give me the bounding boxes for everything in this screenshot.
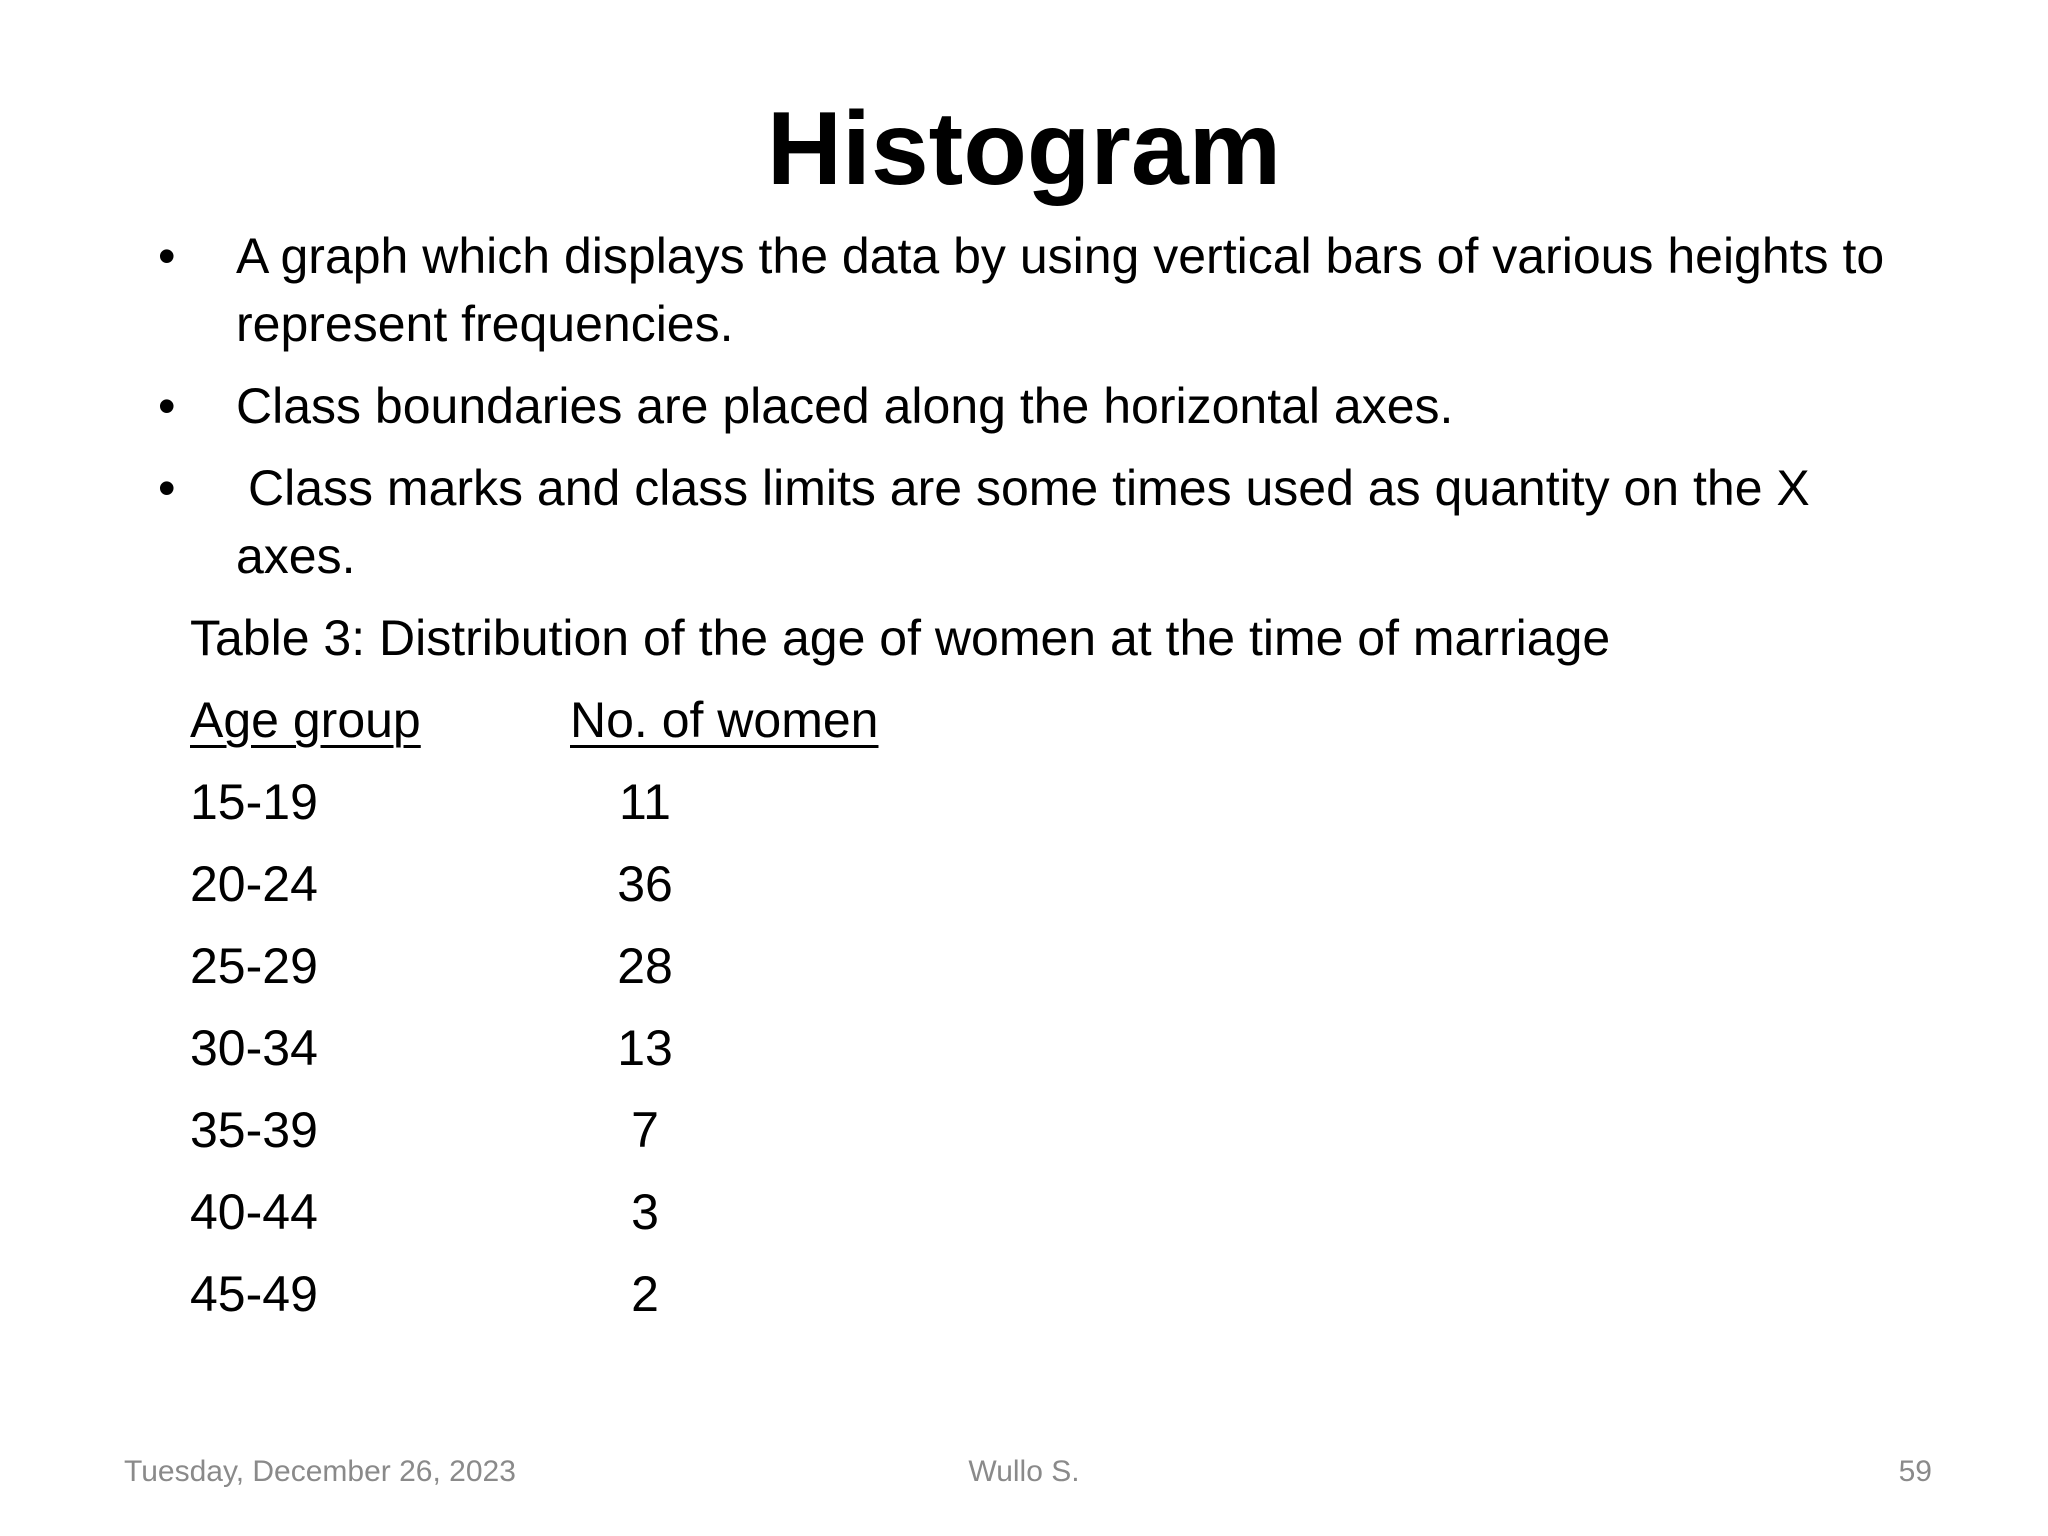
age-group-cell: 35-39 — [190, 1102, 318, 1158]
slide-title: Histogram — [766, 91, 1282, 207]
age-group-cell: 20-24 — [190, 856, 318, 912]
count-cell: 7 — [631, 1102, 659, 1158]
age-group-cell: 30-34 — [190, 1020, 318, 1076]
table-caption: Table 3: Distribution of the age of women at the time of marriage — [190, 610, 1611, 666]
count-cell: 2 — [631, 1266, 659, 1322]
age-group-cell: 45-49 — [190, 1266, 318, 1322]
bullet-text: Class boundaries are placed along the horizontal axes. — [236, 378, 1454, 434]
age-group-cell: 40-44 — [190, 1184, 318, 1240]
count-cell: 13 — [617, 1020, 673, 1076]
count-cell: 3 — [631, 1184, 659, 1240]
bullet-text: Class marks and class limits are some times used as quantity on the X axes. — [236, 460, 1810, 584]
count-cell: 11 — [619, 774, 671, 830]
bullet-list — [150, 222, 1910, 604]
count-cell: 28 — [617, 938, 673, 994]
footer-date: Tuesday, December 26, 2023 — [124, 1455, 516, 1488]
count-cell: 36 — [617, 856, 673, 912]
bullet-item — [150, 454, 1910, 590]
age-group-cell: 15-19 — [190, 774, 318, 830]
bullet-item — [150, 222, 1910, 358]
bullet-item — [150, 372, 1910, 440]
footer-author: Wullo S. — [968, 1455, 1080, 1488]
bullet-dot-icon: • — [158, 228, 176, 284]
bullet-dot-icon: • — [158, 460, 176, 516]
age-group-cell: 25-29 — [190, 938, 318, 994]
footer-page-number: 59 — [1898, 1455, 1932, 1488]
bullet-text: A graph which displays the data by using vertical bars of various heights to represent frequencies. — [236, 228, 1885, 352]
header-no-of-women: No. of women — [570, 692, 879, 748]
bullet-dot-icon: • — [158, 378, 176, 434]
header-age-group: Age group — [190, 692, 421, 748]
